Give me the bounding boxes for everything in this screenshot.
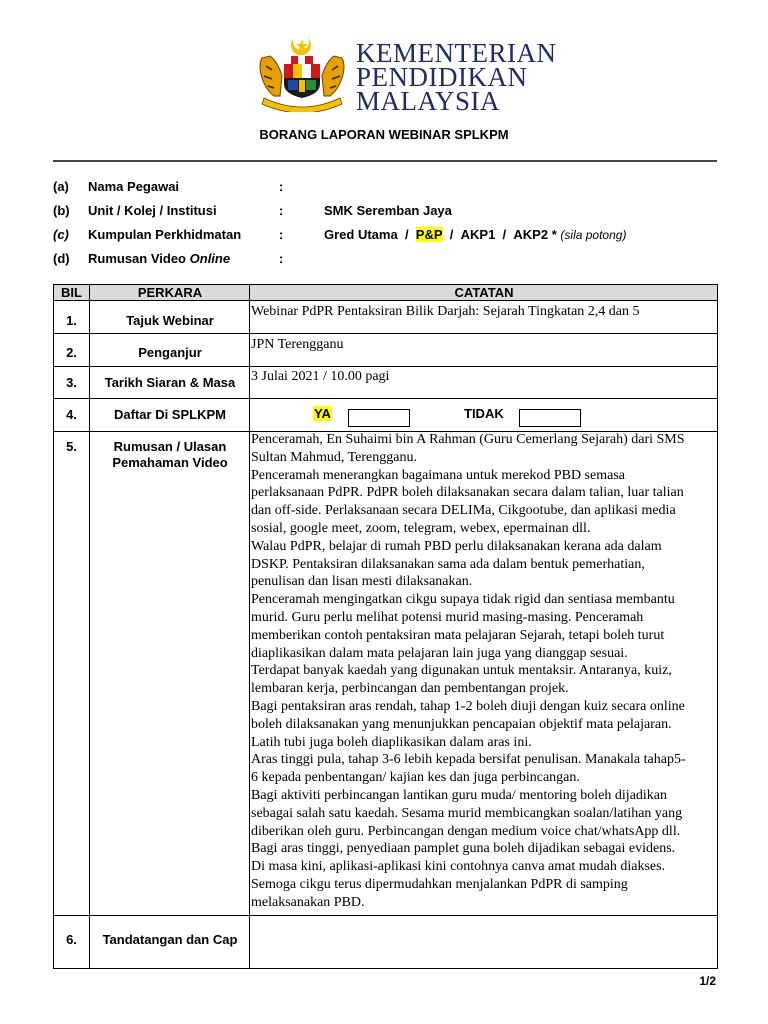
option-akp1: AKP1 [460,227,496,242]
summary-line: memberikan contoh pentaksiran mata pelajaran Sejarah, tetapi boleh turut [251,627,665,643]
row-5-perkara-line1: Rumusan / Ulasan [113,439,227,454]
row-1-catatan: Webinar PdPR Pentaksiran Bilik Darjah: Sejarah Tingkatan 2,4 dan 5 [251,304,640,319]
info-b-value: SMK Seremban Jaya [324,203,452,218]
row-2-perkara: Penganjur [138,345,202,360]
header-divider [53,160,717,162]
summary-line: Sultan Mahmud, Terengganu. [251,449,417,465]
info-c-colon: : [279,227,284,242]
summary-line: DSKP. Pentaksiran dilaksanakan sama ada dalam bentuk pemerhatian, [251,556,645,572]
row-5-summary [251,431,717,912]
summary-line: Bagi aras tinggi, penyediaan pamplet guna boleh dijadikan sebagai evidens. [251,841,676,857]
summary-line: diaplikasikan dalam mata pelajaran lain juga yang dianggap sesuai. [251,645,628,661]
summary-line: Latih tubi juga boleh diaplikasikan dalam aras ini. [251,734,532,750]
row-5-perkara-line2: Pemahaman Video [112,455,228,470]
summary-line: murid. Guru perlu melihat potensi murid masing-masing. Penceramah [251,609,644,625]
row-6-bil: 6. [66,932,77,947]
summary-line: lembaran kerja, perbincangan dan pembentangan projek. [251,681,569,697]
malaysia-coat-of-arms-icon [256,36,348,112]
registered-yes-checkbox[interactable] [348,409,410,427]
info-b-colon: : [279,203,284,218]
row-5-bil: 5. [66,439,77,454]
summary-line: Aras tinggi pula, tahap 3-6 lebih kepada bersifat penulisan. Manakala tahap5- [251,752,686,768]
ministry-name-line3: MALAYSIA [356,86,501,116]
info-a-tag: (a) [53,179,69,194]
info-c-tag: (c) [53,227,69,242]
cross-out-note: (sila potong) [560,228,627,242]
registered-yes-label: YA [314,406,331,421]
info-d-label: Rumusan Video Online [88,251,231,266]
page-number: 1/2 [699,974,716,988]
summary-line: boleh dilaksanakan yang menunjukkan pencapaian objektif mata pelajaran. [251,716,672,732]
option-pp-highlighted: P&P [415,227,443,242]
summary-line: sebagai salah satu kaedah. Sesama murid membicangkan soalan/latihan yang [251,805,683,821]
summary-line: Terdapat banyak kaedah yang digunakan untuk mentaksir. Antaranya, kuiz, [251,663,672,679]
row-1-bil: 1. [66,313,77,328]
separator: / [449,227,454,242]
separator: / [502,227,507,242]
info-b-tag: (b) [53,203,70,218]
asterisk: * [551,227,557,242]
info-a-label: Nama Pegawai [88,179,180,194]
info-c-label: Kumpulan Perkhidmatan [88,227,242,242]
info-d-tag: (d) [53,251,70,266]
separator: / [404,227,409,242]
summary-line: Penceramah mengingatkan cikgu supaya tidak rigid dan sentiasa membantu [251,592,675,608]
info-a-colon: : [279,179,284,194]
summary-line: 6 kepada penbentangan/ kajian kes dan juga perbincangan. [251,770,580,786]
summary-line: dan off-side. Perlaksanaan secara DELIMa, Cikgootube, dan aplikasi media [251,503,676,519]
summary-line: Di masa kini, aplikasi-aplikasi kini contohnya canva amat mudah diakses. [251,859,666,875]
summary-line: Bagi aktiviti perbincangan lantikan guru muda/ mentoring boleh dijadikan [251,787,668,803]
row-3-catatan: 3 Julai 2021 / 10.00 pagi [251,369,390,384]
row-5-perkara [90,439,250,471]
table-header-bil: BIL [61,285,82,300]
row-6-perkara: Tandatangan dan Cap [102,932,238,947]
summary-line: Walau PdPR, belajar di rumah PBD perlu dilaksanakan kerana ada dalam [251,538,662,554]
registered-no-checkbox[interactable] [519,409,581,427]
summary-line: Bagi pentaksiran aras rendah, tahap 1-2 boleh diuji dengan kuiz secara online [251,698,685,714]
summary-line: diberikan oleh guru. Perbincangan dengan medium voice chat/whatsApp dll. [251,823,681,839]
info-d-colon: : [279,251,284,266]
summary-line: melaksanakan PBD. [251,894,365,910]
summary-line: sosial, google meet, zoom, telegram, webex, epermainan dll. [251,520,591,536]
summary-line: Semoga cikgu terus dipermudahkan menjalankan PdPR di samping [251,876,628,892]
registered-no-label: TIDAK [464,406,504,421]
form-title: BORANG LAPORAN WEBINAR SPLKPM [259,127,509,142]
row-2-catatan: JPN Terengganu [251,337,344,352]
info-c-options [324,227,626,242]
ministry-name-line2: PENDIDIKAN [356,62,528,92]
summary-line: Penceramah, En Suhaimi bin A Rahman (Guru Cemerlang Sejarah) dari SMS [251,432,685,447]
summary-line: penulisan dan lisan mesti dilaksanakan. [251,574,473,590]
option-gred-utama: Gred Utama [324,227,398,242]
table-header-catatan: CATATAN [454,285,514,300]
signature-stamp-area[interactable] [251,917,715,967]
summary-line: perlaksanaan PdPR. PdPR boleh dilaksanakan secara dalam talian, luar talian [251,485,684,501]
row-3-perkara: Tarikh Siaran & Masa [104,375,236,390]
info-b-label: Unit / Kolej / Institusi [88,203,217,218]
row-1-perkara: Tajuk Webinar [126,313,214,328]
summary-line: Penceramah menerangkan bagaimana untuk merekod PBD semasa [251,467,625,483]
row-2-bil: 2. [66,345,77,360]
row-4-perkara: Daftar Di SPLKPM [114,407,226,422]
table-header-perkara: PERKARA [137,285,203,300]
ministry-name-line1: KEMENTERIAN [356,38,557,68]
option-akp2: AKP2 [513,227,549,242]
row-4-bil: 4. [66,407,77,422]
row-3-bil: 3. [66,375,77,390]
